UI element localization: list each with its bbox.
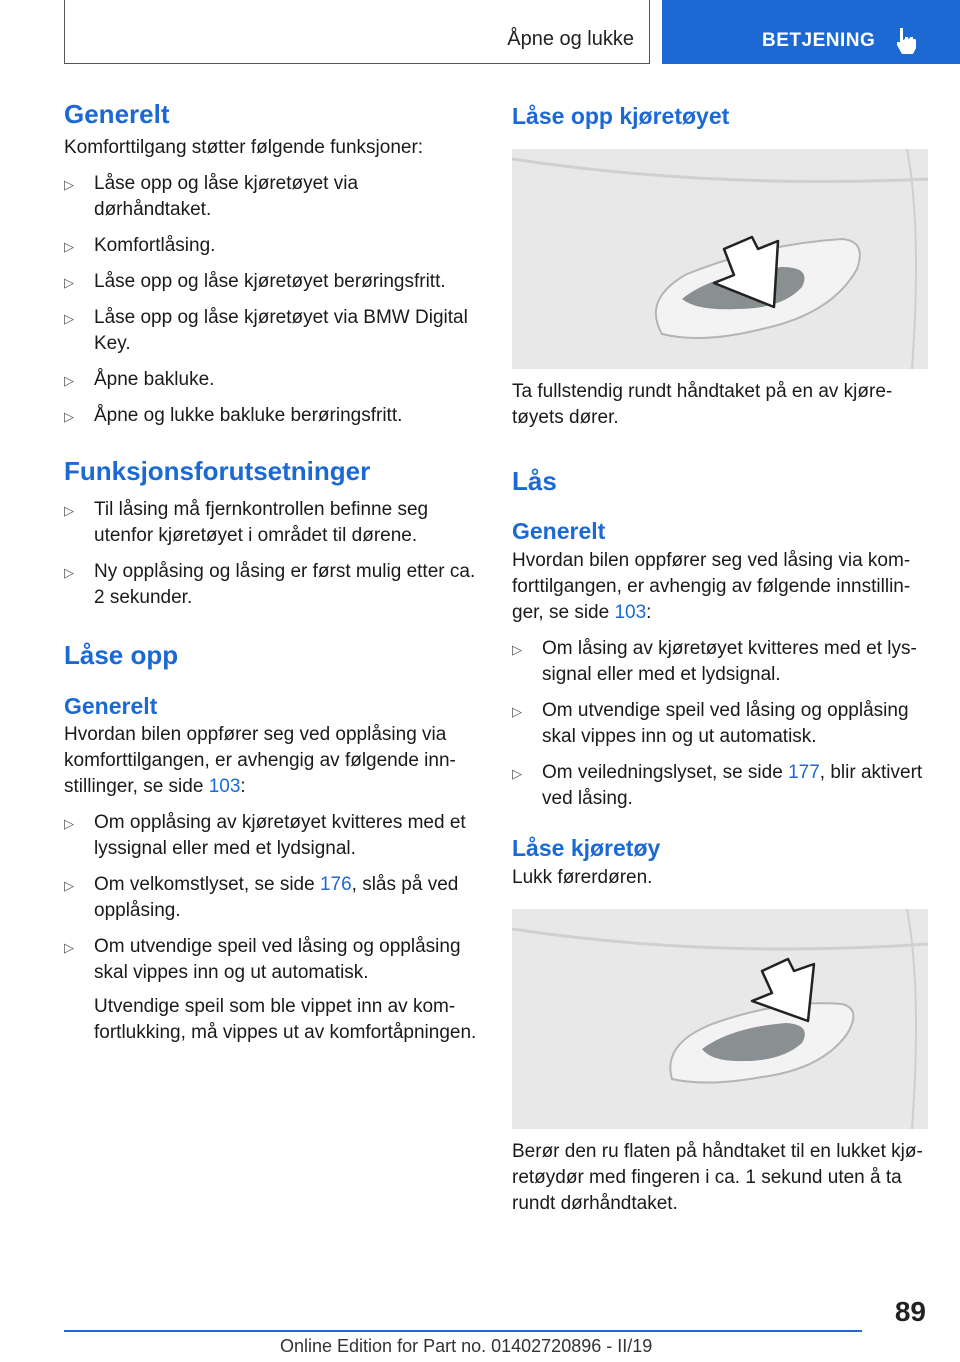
bullet-triangle-icon: ▷ [512,766,522,781]
heading-laase-opp: Låse opp [64,640,179,670]
caption-touch-handle: Berør den ru flaten på håndtaket til en lukket kjøretøydør med fingeren i ca. 1 sekund uten å ta rundt dørhåndtaket. [512,1140,923,1214]
list-item: ▷ Om utvendige speil ved låsing og opplåsing skal vippes inn og ut automatisk. [64,936,461,984]
bullet-triangle-icon: ▷ [512,642,522,657]
heading-generelt: Generelt [64,99,170,129]
list-item: ▷ Åpne bakluke. [64,367,478,393]
list-item: ▷ Ny opplåsing og låsing er først mulig etter ca. 2 sekunder. [64,561,476,608]
door-handle-touch-illustration [512,909,928,1129]
bullet-triangle-icon: ▷ [64,176,74,192]
list-item: ▷ Om veiledningslyset, se side 177, blir aktivert ved låsing. [512,762,923,809]
bullet-triangle-icon: ▷ [64,274,74,290]
right-column [512,102,928,1217]
bullet-triangle-icon: ▷ [64,408,74,424]
list-item: ▷ Om velkomstlyset, se side 176, slås på ved opplåsing. [64,874,459,922]
list-item: ▷ Om opplåsing av kjøretøyet kvitteres med et lyssignal eller med et lydsignal. [64,812,466,860]
heading-laase-opp-kjoretoyet: Låse opp kjøretøyet [512,103,730,129]
bullet-triangle-icon: ▷ [64,372,74,388]
chapter-tab[interactable] [662,0,960,64]
section-title: Åpne og lukke [507,28,634,50]
list-item: ▷ Låse opp og låse kjøretøyet via dørhåndtaket. [64,172,359,220]
bullet-triangle-icon: ▷ [512,704,522,719]
caption-grip-handle: Ta fullstendig rundt håndtaket på en av kjøretøyets dører. [512,380,893,428]
list-item: ▷ Låse opp og låse kjøretøyet via BMW Digital Key. [64,306,468,354]
page-link-177[interactable]: 177 [788,762,820,783]
chapter-tab-label: BETJENING [762,30,876,51]
heading-laas: Lås [512,465,557,496]
left-column [64,98,478,1046]
hand-pointing-icon [894,26,922,56]
bullet-triangle-icon: ▷ [64,238,74,254]
unlock-settings-list [64,810,478,986]
bullet-triangle-icon: ▷ [64,503,74,518]
heading-generelt-lock: Generelt [512,518,606,545]
bullet-triangle-icon: ▷ [64,565,74,580]
close-driver-door-text: Lukk førerdøren. [512,866,653,888]
list-item: ▷ Komfortlåsing. [64,233,478,259]
list-item-continuation: Utvendige speil som ble vippet inn av komfortlukking, må vippes ut av komfortåpningen. [94,996,477,1044]
heading-funksjonsforutsetninger: Funksjonsforutsetninger [64,455,371,486]
list-item: ▷ Låse opp og låse kjøretøyet berøringsfritt. [64,269,478,295]
footer-divider [64,1330,862,1332]
bullet-triangle-icon: ▷ [64,940,74,956]
bullet-triangle-icon: ▷ [64,310,74,326]
page-link-103[interactable]: 103 [614,602,647,623]
unlock-intro: Hvordan bilen oppfører seg ved opplåsing via komforttilgangen, er avhengig av følgende innstillinger, se side 103: [64,724,456,798]
page-number: 89 [894,1296,926,1327]
heading-generelt-unlock: Generelt [64,692,158,719]
list-item: ▷ Om utvendige speil ved låsing og opplåsing skal vippes inn og ut automatisk. [512,700,909,747]
features-list [64,171,478,429]
footer-edition: Online Edition for Part no. 01402720896 - II/19 [280,1336,653,1356]
list-item: ▷ Til låsing må fjernkontrollen befinne seg utenfor kjøretøyet i området til dørene. [64,499,429,546]
bullet-triangle-icon: ▷ [64,878,74,894]
requirements-list [64,497,478,611]
page-link-176[interactable]: 176 [319,874,352,896]
heading-laase-kjoretoy: Låse kjøretøy [512,835,661,861]
lock-intro: Hvordan bilen oppfører seg ved låsing via komforttilgangen, er avhengig av følgende innstillinger, se side 103: [512,550,911,623]
page-link-103[interactable]: 103 [208,776,241,798]
list-item: ▷ Om låsing av kjøretøyet kvitteres med et lyssignal eller med et lydsignal. [512,638,917,685]
list-item: ▷ Åpne og lukke bakluke berøringsfritt. [64,403,478,429]
intro-text: Komforttilgang støtter følgende funksjoner: [64,136,424,158]
lock-settings-list [512,636,928,812]
door-handle-grip-illustration [512,149,928,369]
bullet-triangle-icon: ▷ [64,816,74,832]
